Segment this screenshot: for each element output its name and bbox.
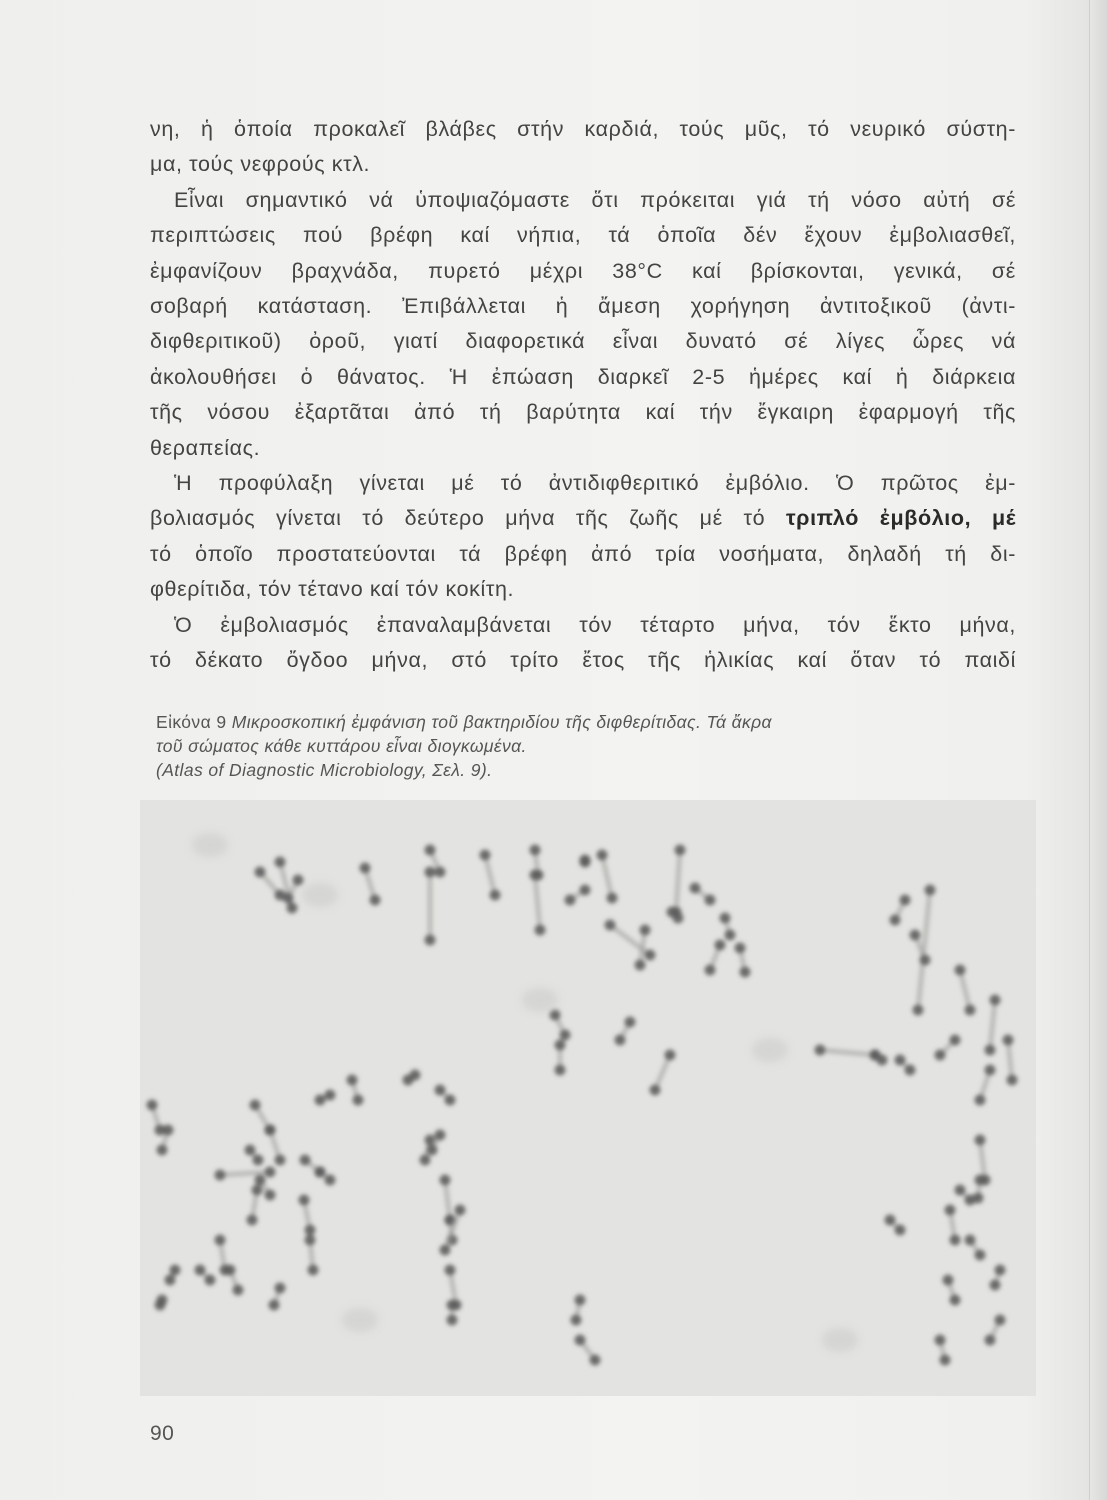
page-edge [1089,0,1107,1500]
bacillus-swollen-end [315,1095,326,1106]
bacillus-swollen-end [625,1017,636,1028]
bacillus-swollen-end [225,1265,236,1276]
bacillus-swollen-end [530,845,541,856]
bacillus-swollen-end [480,850,491,861]
bacillus-swollen-end [1007,1075,1018,1086]
text-line: Ὁ ἐμβολιασμός ἐπαναλαμβάνεται τόν τέταρτο μήνα, τόν ἕκτο μήνα, [174,612,1016,637]
paragraph-prevention [150,466,1016,608]
bacillus-swollen-end [555,1040,566,1051]
bacillus-swollen-end [580,857,591,868]
bacillus-swollen-end [490,890,501,901]
bacillus-swollen-end [965,1195,976,1206]
bacillus-swollen-end [535,925,546,936]
bacillus-swollen-end [265,1190,276,1201]
bacillus-swollen-end [640,925,651,936]
bacillus-swollen-end [735,943,746,954]
bacillus-swollen-end [895,1055,906,1066]
bacillus-swollen-end [170,1265,181,1276]
bacillus-swollen-end [740,967,751,978]
background-smudge [822,1328,858,1352]
bacillus-swollen-end [447,1315,458,1326]
paragraph-continuation [150,112,1016,183]
bacillus-swollen-end [305,1235,316,1246]
bacillus-swollen-end [950,1235,961,1246]
bacillus-swollen-end [990,1280,1001,1291]
text-line: τό ὁποῖο προστατεύονται τά βρέφη ἀπό τρία νοσήματα, δηλαδή τή δι- [150,541,1016,566]
bacillus-swollen-end [353,1095,364,1106]
text-line: μα, τούς νεφρούς κτλ. [150,152,371,177]
bacillus-swollen-end [995,1315,1006,1326]
bacillus-swollen-end [255,867,266,878]
bacillus-swollen-end [597,850,608,861]
bacillus-swollen-end [299,1195,310,1206]
text-line: Ἡ προφύλαξη γίνεται μέ τό ἀντιδιφθεριτικό ἐμβόλιο. Ὁ πρῶτος ἐμ- [174,471,1016,496]
bacillus-swollen-end [157,1145,168,1156]
bacillus-swollen-end [215,1235,226,1246]
bacillus-swollen-end [975,1135,986,1146]
bacillus-swollen-end [530,870,541,881]
bacillus-swollen-end [975,1175,986,1186]
bacillus-swollen-end [885,1215,896,1226]
bacillus-swollen-end [975,1095,986,1106]
bacillus-swollen-end [247,1215,258,1226]
bacillus-swollen-end [705,895,716,906]
background-smudge [522,988,558,1012]
bacillus-swollen-end [965,1005,976,1016]
background-smudge [302,883,338,907]
bacillus-swollen-end [955,965,966,976]
bacillus-swollen-end [690,883,701,894]
micrograph-image [140,800,1036,1396]
bacillus-swollen-end [425,867,436,878]
bacillus-swollen-end [560,1030,571,1041]
bacillus-swollen-end [890,915,901,926]
text-line: διφθεριτικοῦ) ὀροῦ, γιατί διαφορετικά εἶναι δυνατό σέ λίγες ὧρες νά [150,329,1016,354]
bacillus-swollen-end [253,1155,264,1166]
background-smudge [342,1308,378,1332]
bacillus-swollen-end [255,1175,266,1186]
bacillus-swollen-end [645,950,656,961]
bacillus-swollen-end [945,1205,956,1216]
bacillus-swollen-end [445,1265,456,1276]
caption-text: τοῦ σώματος κάθε κυττάρου εἶναι διογκωμένα. [156,736,527,756]
bacillus-swollen-end [913,1005,924,1016]
bacillus-swollen-end [895,1225,906,1236]
bacillus-swollen-end [440,1175,451,1186]
bacillus-swollen-end [920,955,931,966]
bacillus-swollen-end [1003,1035,1014,1046]
bacillus-swollen-end [940,1355,951,1366]
bacillus-swollen-end [455,1205,466,1216]
text-line: ἐμφανίζουν βραχνάδα, πυρετό μέχρι 38°C καί βρίσκονται, γενικά, σέ [150,258,1016,283]
bacillus-swollen-end [985,1045,996,1056]
bacillus-swollen-end [265,1167,276,1178]
bacillus-swollen-end [935,1050,946,1061]
bacillus-swollen-end [435,867,446,878]
bacillus-swollen-end [269,1300,280,1311]
bacillus-swollen-end [900,895,911,906]
bacillus-swollen-end [325,1175,336,1186]
text-fragment: , μέ [964,506,1016,531]
bacillus-swollen-end [665,1050,676,1061]
bacillus-swollen-end [315,1167,326,1178]
bacillus-swollen-end [287,903,298,914]
text-line-with-emphasis [150,501,1016,536]
bacillus-swollen-end [427,1145,438,1156]
text-line: ἀκολουθήσει ὁ θάνατος. Ἡ ἐπώαση διαρκεῖ 2-5 ἡμέρες καί ἡ διάρκεια [150,364,1016,389]
bacillus-swollen-end [635,960,646,971]
bacillus-swollen-end [435,1085,446,1096]
bacillus-swollen-end [715,940,726,951]
bacillus-swollen-end [565,895,576,906]
bacillus-swollen-end [245,1145,256,1156]
bacillus-swollen-end [615,1035,626,1046]
bacillus-swollen-end [607,893,618,904]
bacillus-swollen-end [265,1125,276,1136]
bacillus-swollen-end [233,1285,244,1296]
bacillus-swollen-end [990,995,1001,1006]
caption-line [156,710,1016,734]
bacillus-swollen-end [293,875,304,886]
bacillus-swollen-end [195,1265,206,1276]
bacillus-swollen-end [905,1065,916,1076]
bacillus-swollen-end [605,920,616,931]
micrograph-svg [140,800,1036,1396]
bacillus-swollen-end [950,1035,961,1046]
bacillus-swollen-end [347,1075,358,1086]
bacillus-swollen-end [590,1355,601,1366]
bacillus-swollen-end [950,1295,961,1306]
page-number: 90 [150,1422,175,1445]
text-line: τό δέκατο ὄγδοο μήνα, στό τρίτο ἔτος τῆς ἡλικίας καί ὅταν τό παιδί [150,648,1016,673]
bold-term-triple-vaccine: τριπλό ἐμβόλιο [785,506,965,531]
bacillus-swollen-end [575,1335,586,1346]
bacillus-swollen-end [155,1300,166,1311]
bacillus-swollen-end [725,930,736,941]
bacillus-swollen-end [555,1065,566,1076]
bacillus-rod [220,1172,270,1175]
background-smudge [192,833,228,857]
bacillus-swollen-end [420,1155,431,1166]
bacillus-swollen-end [815,1045,826,1056]
bacillus-swollen-end [571,1315,582,1326]
bacillus-swollen-end [943,1275,954,1286]
bacillus-swollen-end [250,1100,261,1111]
bacillus-swollen-end [675,845,686,856]
bacillus-swollen-end [305,1225,316,1236]
bacillus-swollen-end [650,1085,661,1096]
background-smudge [752,1038,788,1062]
bacillus-swollen-end [275,1283,286,1294]
text-line: φθερίτιδα, τόν τέτανο καί τόν κοκίτη. [150,577,515,602]
bacillus-swollen-end [283,893,294,904]
bacillus-swollen-end [165,1275,176,1286]
bacillus-swollen-end [447,1300,458,1311]
figure-label: Εἰκόνα 9 [156,712,227,732]
bacillus-swollen-end [985,1065,996,1076]
bacillus-swollen-end [147,1100,158,1111]
bacillus-swollen-end [275,1155,286,1166]
bacillus-swollen-end [673,913,684,924]
bacillus-swollen-end [360,863,371,874]
bacillus-swollen-end [935,1335,946,1346]
text-line: σοβαρή κατάσταση. Ἐπιβάλλεται ἡ ἄμεση χορήγηση ἀντιτοξικοῦ (ἀντι- [150,294,1016,319]
bacillus-swollen-end [425,845,436,856]
text-line: Εἶναι σημαντικό νά ὑποψιαζόμαστε ὅτι πρόκειται γιά τή νόσο αὐτή σέ [174,187,1016,212]
text-line: τῆς νόσου ἐξαρτᾶται ἀπό τή βαρύτητα καί τήν ἔγκαιρη ἐφαρμογή τῆς [150,400,1016,425]
caption-text: Μικροσκοπική ἐμφάνιση τοῦ βακτηριδίου τῆς διφθερίτιδας. Τά ἄκρα [231,712,772,732]
bacillus-swollen-end [877,1055,888,1066]
text-fragment: βολιασμός γίνεται τό δεύτερο μήνα τῆς ζωῆς μέ τό [150,506,786,531]
paragraph-repetition [150,608,1016,679]
bacillus-swollen-end [205,1275,216,1286]
figure-source: (Atlas of Diagnostic Microbiology, Σελ. 9). [156,760,493,780]
bacillus-swollen-end [925,885,936,896]
body-text [150,112,1016,679]
bacillus-swollen-end [215,1170,226,1181]
paragraph-suspicion [150,183,1016,466]
bacillus-swollen-end [575,1295,586,1306]
bacillus-swollen-end [975,1250,986,1261]
bacillus-swollen-end [580,885,591,896]
figure-caption [156,710,1016,782]
bacillus-swollen-end [308,1265,319,1276]
bacillus-swollen-end [163,1125,174,1136]
bacillus-swollen-end [985,1335,996,1346]
bacillus-swollen-end [300,1155,311,1166]
text-line: περιπτώσεις πού βρέφη καί νήπια, τά ὁποῖα δέν ἔχουν ἐμβολιασθεῖ, [150,223,1016,248]
bacillus-swollen-end [550,1010,561,1021]
bacillus-swollen-end [995,1265,1006,1276]
bacillus-swollen-end [445,1095,456,1106]
bacillus-swollen-end [425,935,436,946]
bacillus-swollen-end [435,1130,446,1141]
bacillus-swollen-end [275,857,286,868]
bacillus-swollen-end [910,930,921,941]
bacillus-swollen-end [370,895,381,906]
bacillus-swollen-end [705,965,716,976]
bacillus-swollen-end [325,1090,336,1101]
bacillus-swollen-end [440,1245,451,1256]
bacillus-swollen-end [965,1235,976,1246]
bacillus-swollen-end [410,1070,421,1081]
bacillus-swollen-end [252,1185,263,1196]
text-line: νη, ἡ ὁποία προκαλεῖ βλάβες στήν καρδιά, τούς μῦς, τό νευρικό σύστη- [150,117,1016,141]
bacillus-swollen-end [720,913,731,924]
text-line: θεραπείας. [150,435,261,460]
bacillus-swollen-end [955,1185,966,1196]
